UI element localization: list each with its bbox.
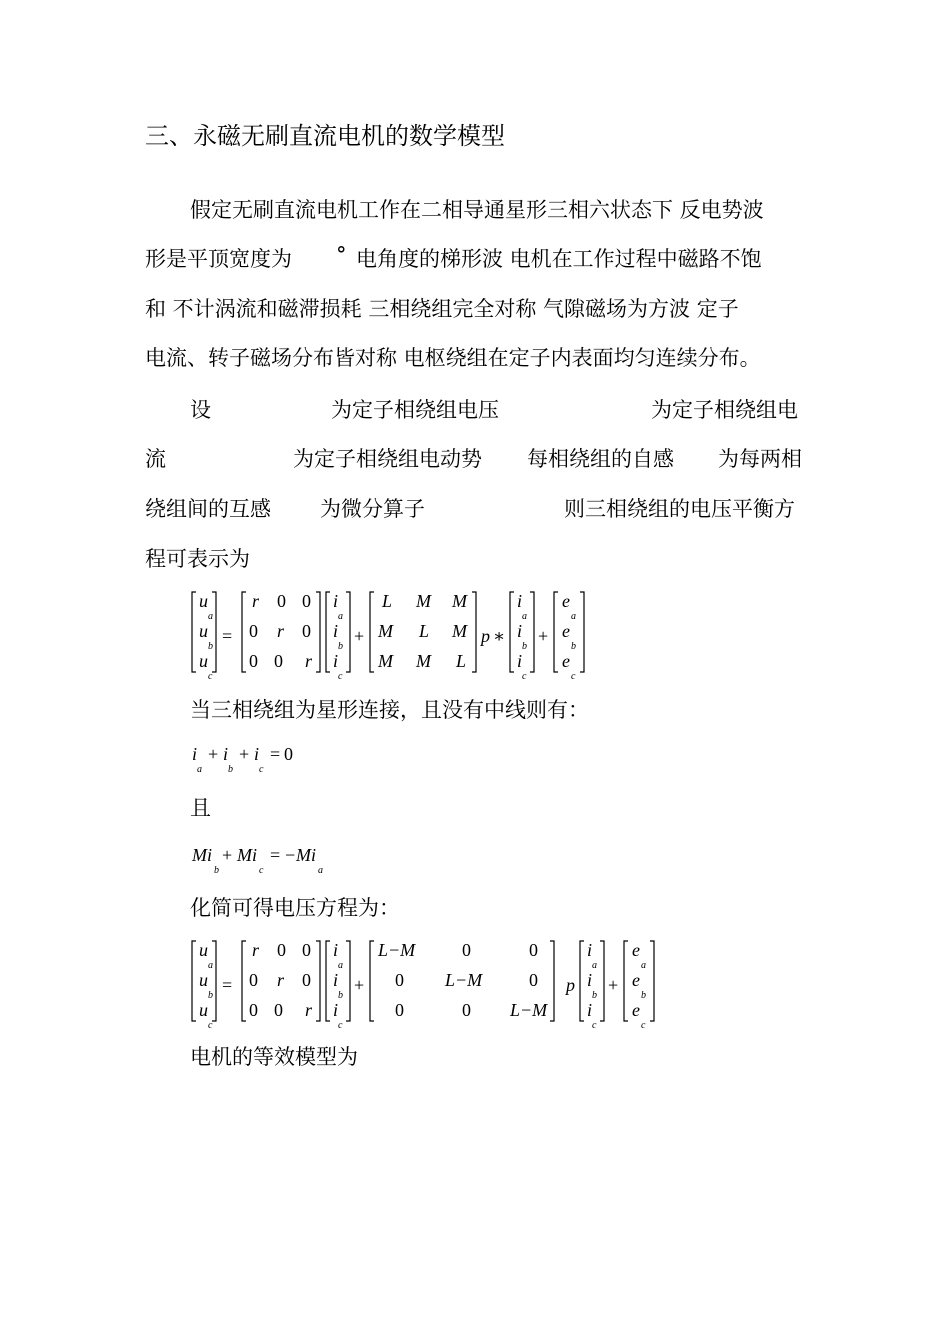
eq2-i-c: i xyxy=(254,744,260,764)
eq1-u-c: u xyxy=(199,651,208,671)
eq4-r01: 0 xyxy=(277,940,286,960)
star-connection-text: 当三相绕组为星形连接，且没有中线则有： xyxy=(190,698,589,722)
eq1-i2-sub-b: b xyxy=(522,641,527,652)
eq4-plus-2: + xyxy=(608,975,619,995)
para1-line2-degree: ° xyxy=(336,243,347,267)
eq1-l21: M xyxy=(416,651,431,671)
eq4-equals: = xyxy=(222,975,233,995)
eq1-u-sub-b: b xyxy=(208,641,213,652)
current-sum-equation xyxy=(190,742,310,776)
eq2-i-a: i xyxy=(192,744,198,764)
eq4-i-b: i xyxy=(333,970,339,990)
eq4-i2-sub-c: c xyxy=(592,1020,597,1031)
eq1-i2-a: i xyxy=(517,591,523,611)
eq1-e-b: e xyxy=(562,621,570,641)
eq4-i2-a: i xyxy=(587,940,593,960)
eq1-plus-1: + xyxy=(354,626,365,646)
voltage-equation-1 xyxy=(190,588,610,682)
eq4-l10: 0 xyxy=(395,970,404,990)
eq4-u-sub-a: a xyxy=(208,960,213,971)
eq2-plus-2: + xyxy=(239,744,250,764)
eq4-r02: 0 xyxy=(302,940,311,960)
para1-line1: 假定无刷直流电机工作在二相导通星形三相六状态下 反电势波 xyxy=(190,198,764,222)
eq1-i-sub-b: b xyxy=(338,641,343,652)
eq1-e-sub-c: c xyxy=(571,671,576,682)
eq1-star: ∗ xyxy=(493,626,506,646)
eq4-e-sub-a: a xyxy=(641,960,646,971)
eq4-i2-b: i xyxy=(587,970,593,990)
eq1-l11: L xyxy=(419,621,430,641)
eq3-mi-b: Mi xyxy=(192,845,212,865)
para2-l3-a: 绕组间的互感 xyxy=(145,497,271,521)
para1-line3: 和 不计涡流和磁滞损耗 三相绕组完全对称 气隙磁场为方波 定子 xyxy=(145,297,739,321)
eq1-u-sub-c: c xyxy=(208,671,213,682)
para2-l1-c: 为定子相绕组电 xyxy=(651,398,798,422)
para2-l3-c: 则三相绕组的电压平衡方 xyxy=(564,497,795,521)
eq1-r02: 0 xyxy=(302,591,311,611)
eq4-i-sub-c: c xyxy=(338,1020,343,1031)
mutual-inductance-equation xyxy=(190,843,340,877)
eq1-plus-2: + xyxy=(538,626,549,646)
eq4-r12: 0 xyxy=(302,970,311,990)
eq4-i-sub-a: a xyxy=(338,960,343,971)
eq3-mi-c: Mi xyxy=(237,845,257,865)
eq1-l10: M xyxy=(378,621,393,641)
eq4-e-a: e xyxy=(632,940,640,960)
eq4-r11: r xyxy=(277,970,285,990)
eq1-i-sub-c: c xyxy=(338,671,343,682)
eq1-i-c: i xyxy=(333,651,339,671)
eq1-r21: 0 xyxy=(274,651,283,671)
eq4-l21: 0 xyxy=(462,1000,471,1020)
eq1-e-a: e xyxy=(562,591,570,611)
eq4-i-c: i xyxy=(333,1000,339,1020)
eq4-u-sub-b: b xyxy=(208,990,213,1001)
eq4-r20: 0 xyxy=(249,1000,258,1020)
para2-l2-b: 为定子相绕组电动势 xyxy=(293,447,482,471)
eq4-i-sub-b: b xyxy=(338,990,343,1001)
para1-line2-a: 形是平顶宽度为 xyxy=(145,247,292,271)
eq4-l20: 0 xyxy=(395,1000,404,1020)
eq4-l01: 0 xyxy=(462,940,471,960)
eq4-u-c: u xyxy=(199,1000,208,1020)
eq1-r12: 0 xyxy=(302,621,311,641)
eq1-r10: 0 xyxy=(249,621,258,641)
eq3-plus: + xyxy=(222,845,233,865)
eq1-i2-b: i xyxy=(517,621,523,641)
eq1-r01: 0 xyxy=(277,591,286,611)
para2-l2-c: 每相绕组的自感 xyxy=(527,447,674,471)
eq4-r21: 0 xyxy=(274,1000,283,1020)
eq1-u-a: u xyxy=(199,591,208,611)
eq1-r11: r xyxy=(277,621,285,641)
and-text: 且 xyxy=(190,796,211,820)
eq2-plus-1: + xyxy=(208,744,219,764)
voltage-equation-simplified xyxy=(190,937,670,1031)
eq4-l22: L−M xyxy=(510,1000,548,1020)
eq1-i2-sub-a: a xyxy=(522,611,527,622)
eq1-e-sub-b: b xyxy=(571,641,576,652)
eq4-l11: L−M xyxy=(445,970,483,990)
para1-line2-c: 电角度的梯形波 电机在工作过程中磁路不饱 xyxy=(356,247,762,271)
eq3-sub-b: b xyxy=(214,865,219,876)
eq1-r20: 0 xyxy=(249,651,258,671)
eq4-u-sub-c: c xyxy=(208,1020,213,1031)
eq1-i-sub-a: a xyxy=(338,611,343,622)
eq1-u-b: u xyxy=(199,621,208,641)
simplify-text: 化简可得电压方程为： xyxy=(190,896,400,920)
eq1-l12: M xyxy=(452,621,467,641)
eq1-equals: = xyxy=(222,626,233,646)
eq4-plus-1: + xyxy=(354,975,365,995)
eq3-sub-a: a xyxy=(318,865,323,876)
eq2-sub-c: c xyxy=(259,764,264,775)
para2-l4: 程可表示为 xyxy=(145,547,250,571)
eq1-i-a: i xyxy=(333,591,339,611)
eq4-e-b: e xyxy=(632,970,640,990)
eq4-r00: r xyxy=(252,940,260,960)
eq1-r00: r xyxy=(252,591,260,611)
eq4-e-c: e xyxy=(632,1000,640,1020)
eq4-u-a: u xyxy=(199,940,208,960)
eq2-equals: = xyxy=(270,744,281,764)
para1-line4: 电流、转子磁场分布皆对称 电枢绕组在定子内表面均匀连续分布。 xyxy=(145,346,761,370)
para2-l2-a: 流 xyxy=(145,447,166,471)
eq2-sub-a: a xyxy=(197,764,202,775)
eq1-r22: r xyxy=(305,651,313,671)
eq4-l02: 0 xyxy=(529,940,538,960)
eq1-i2-sub-c: c xyxy=(522,671,527,682)
eq3-sub-c: c xyxy=(259,865,264,876)
eq4-i2-sub-b: b xyxy=(592,990,597,1001)
eq4-i-a: i xyxy=(333,940,339,960)
para2-l1-b: 为定子相绕组电压 xyxy=(331,398,499,422)
equivalent-model-text: 电机的等效模型为 xyxy=(190,1045,358,1069)
eq1-l20: M xyxy=(378,651,393,671)
section-heading: 三、永磁无刷直流电机的数学模型 xyxy=(145,122,505,150)
eq4-l12: 0 xyxy=(529,970,538,990)
eq1-l02: M xyxy=(452,591,467,611)
eq2-i-b: i xyxy=(223,744,229,764)
eq1-i-b: i xyxy=(333,621,339,641)
eq3-equals: = xyxy=(270,845,281,865)
eq4-u-b: u xyxy=(199,970,208,990)
eq3-minus: − xyxy=(285,845,296,865)
eq4-i2-sub-a: a xyxy=(592,960,597,971)
eq1-l00: L xyxy=(382,591,393,611)
eq1-p: p xyxy=(481,626,490,646)
eq3-mi-a: Mi xyxy=(296,845,316,865)
eq4-e-sub-b: b xyxy=(641,990,646,1001)
eq2-sub-b: b xyxy=(228,764,233,775)
para2-l2-d: 为每两相 xyxy=(718,447,802,471)
eq4-r10: 0 xyxy=(249,970,258,990)
para2-l3-b: 为微分算子 xyxy=(320,497,425,521)
eq4-l00: L−M xyxy=(378,940,416,960)
eq4-p: p xyxy=(566,975,575,995)
eq4-r22: r xyxy=(305,1000,313,1020)
eq1-l01: M xyxy=(416,591,431,611)
eq1-e-c: e xyxy=(562,651,570,671)
eq4-i2-c: i xyxy=(587,1000,593,1020)
eq1-l22: L xyxy=(456,651,467,671)
eq1-i2-c: i xyxy=(517,651,523,671)
eq4-e-sub-c: c xyxy=(641,1020,646,1031)
para2-l1-a: 设 xyxy=(190,398,211,422)
eq1-u-sub-a: a xyxy=(208,611,213,622)
eq1-e-sub-a: a xyxy=(571,611,576,622)
eq2-zero: 0 xyxy=(284,744,293,764)
